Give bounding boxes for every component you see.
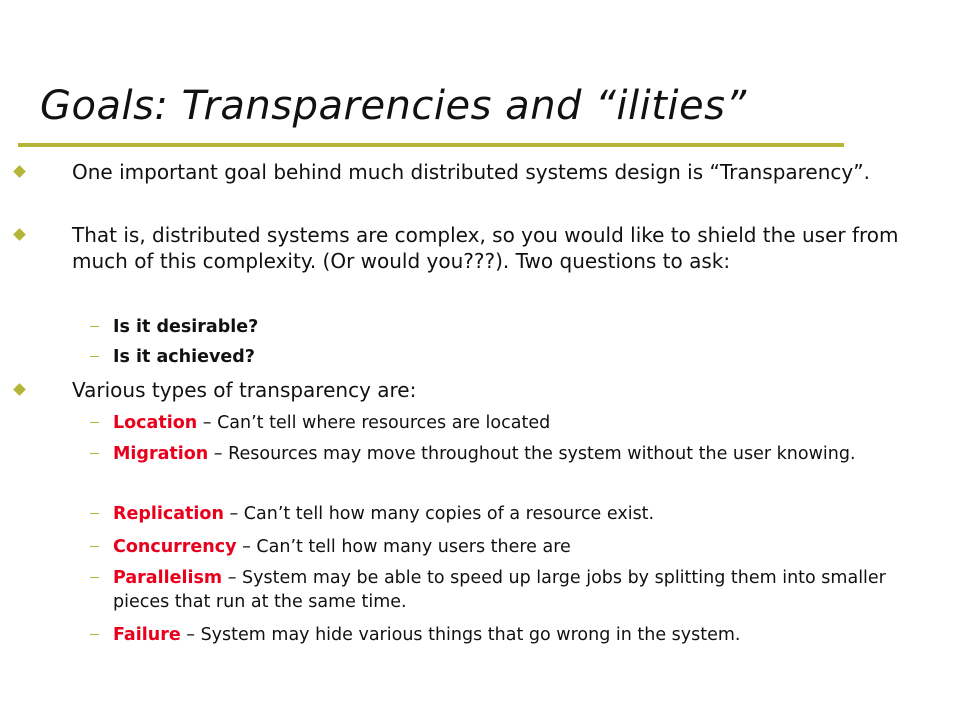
bullet-item [72,222,938,274]
sub-bullet-item [113,502,939,526]
bullet-text: That is, distributed systems are complex, so you would like to shield the user from much of this complexity. (Or would you???). Two questions to ask: [72,223,899,273]
transparency-term: Concurrency [113,537,237,557]
dash-bullet-icon [90,513,99,514]
dash-bullet-icon [90,453,99,454]
dash-bullet-icon [90,577,99,578]
sub-bullet-item [113,442,939,466]
transparency-description: – System may be able to speed up large jobs by splitting them into smaller pieces that run at the same time. [113,568,886,612]
dash-bullet-icon [90,326,99,327]
transparency-description: – Can’t tell how many copies of a resource exist. [223,504,655,524]
dash-bullet-icon [90,422,99,423]
question-text: Is it desirable? [113,317,259,337]
bullet-item [72,159,938,185]
diamond-bullet-icon [13,383,26,396]
dash-bullet-icon [90,546,99,547]
sub-bullet-item [113,535,939,559]
slide-title: Goals: Transparencies and “ilities” [40,83,747,129]
transparency-term: Migration [113,444,209,464]
diamond-bullet-icon [13,228,26,241]
sub-bullet-item [113,345,939,369]
diamond-bullet-icon [13,165,26,178]
transparency-term: Parallelism [113,568,223,588]
dash-bullet-icon [90,356,99,357]
transparency-term: Location [113,413,198,433]
transparency-term: Failure [113,625,181,645]
title-underline [18,143,844,147]
sub-bullet-item [113,411,939,435]
transparency-term: Replication [113,504,224,524]
bullet-text: Various types of transparency are: [72,378,417,402]
bullet-text: One important goal behind much distributed systems design is “Transparency”. [72,160,870,184]
transparency-description: – Can’t tell where resources are located [197,413,551,433]
bullet-item [72,377,938,403]
sub-bullet-item [113,315,939,339]
sub-bullet-item [113,623,939,647]
transparency-description: – Resources may move throughout the system without the user knowing. [208,444,856,464]
question-text: Is it achieved? [113,347,255,367]
dash-bullet-icon [90,634,99,635]
transparency-description: – System may hide various things that go wrong in the system. [180,625,741,645]
transparency-description: – Can’t tell how many users there are [236,537,571,557]
sub-bullet-item [113,566,939,614]
